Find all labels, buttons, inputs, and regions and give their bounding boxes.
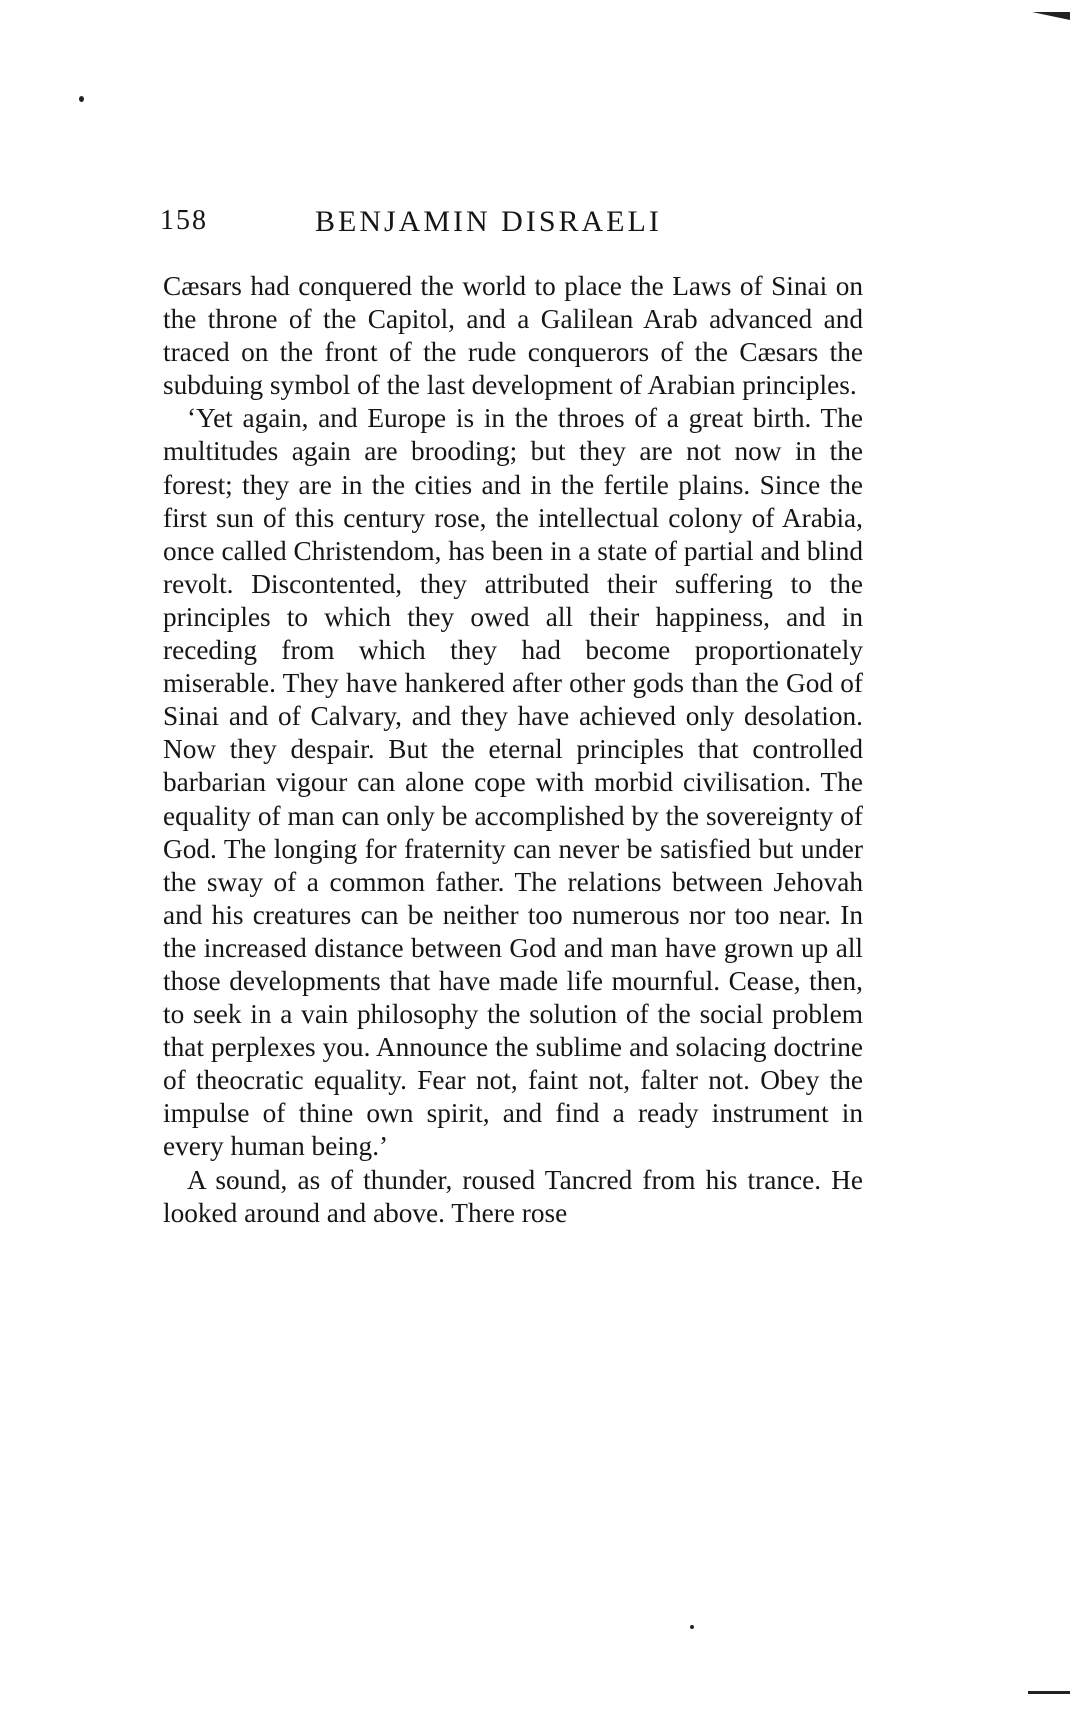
scan-speck <box>79 96 84 102</box>
paragraph: A sound, as of thunder, roused Tancred from his trance. He looked around and above. There rose <box>163 1164 863 1228</box>
paragraph: ‘Yet again, and Europe is in the throes of a great birth. The multitudes again are brooding; but they are not now in the forest; they are in the cities and in the fertile plains. Since the first sun of this century rose, the intellectual colony of Arabia, once called Christendom, has been in a state of partial and blind revolt. Discontented, they attributed their suffering to the principles to which they owed all their happiness, and in receding from which they had become proportionately miserable. They have hankered after other gods than the God of Sinai and of Calvary, and they have achieved only desolation. Now they despair. But the eternal principles that controlled barbarian vigour can alone cope with morbid civilisation. The equality of man can only be accomplished by the sovereignty of God. The longing for fraternity can never be satisfied but under the sway of a common father. The relations between Jehovah and his creatures can be neither too numerous nor too near. In the increased distance between God and man have grown up all those developments that have made life mournful. Cease, then, to seek in a vain philosophy the solution of the social problem that perplexes you. Announce the sublime and solacing doctrine of theocratic equality. Fear not, faint not, falter not. Obey the impulse of thine own spirit, and find a ready instrument in every human being.’ <box>163 403 863 1162</box>
page-number: 158 <box>160 205 208 236</box>
scan-edge-line <box>1028 1691 1070 1694</box>
running-head: BENJAMIN DISRAELI <box>315 205 662 238</box>
page-header <box>160 205 860 251</box>
body-text <box>163 270 863 1230</box>
scan-speck <box>690 1625 694 1629</box>
paragraph: Cæsars had conquered the world to place the Laws of Sinai on the throne of the Capitol, and a Galilean Arab advanced and traced on the front of the rude conquerors of the Cæsars the subduing symbol of the last development of Arabian principles. <box>163 271 863 401</box>
scan-corner-mark <box>1032 12 1070 20</box>
